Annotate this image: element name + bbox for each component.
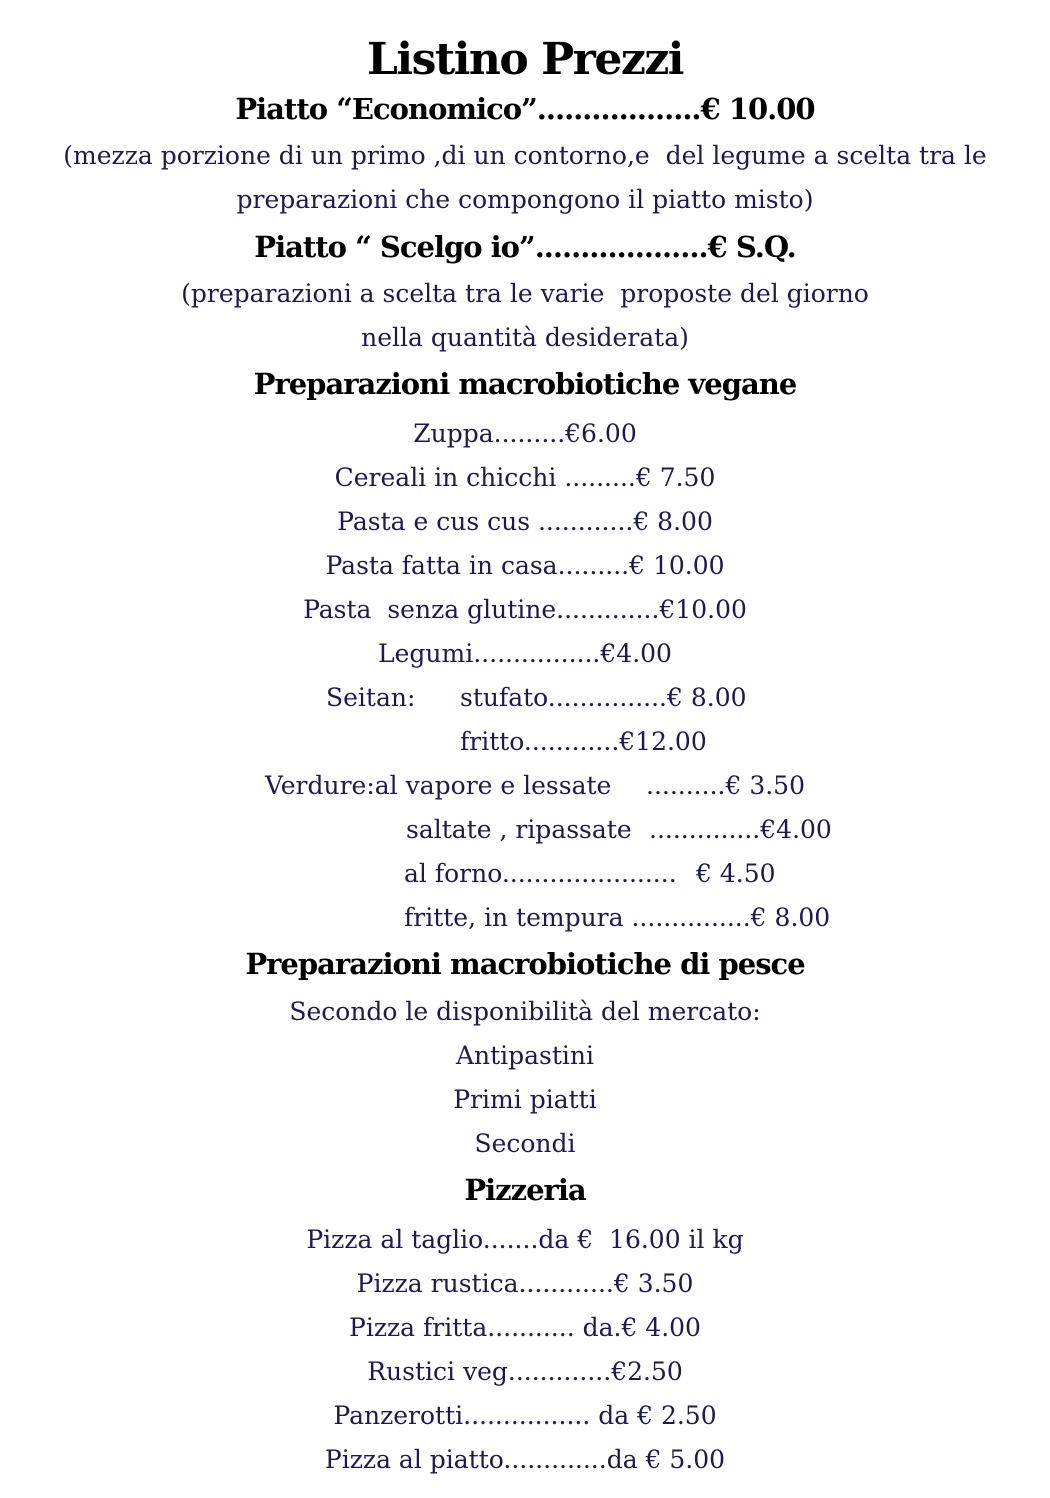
piatto-economico-heading: Piatto “Economico”..................€ 10.00 (235, 92, 815, 126)
piatto-economico-desc-line2: preparazioni che compongono il piatto misto) (236, 185, 814, 214)
seitan-fritto: fritto............€12.00 (460, 727, 707, 756)
vegane-item-pasta-senza-glutine: Pasta senza glutine.............€10.00 (303, 595, 747, 624)
page-title: Listino Prezzi (366, 34, 684, 85)
verdure-vapore-price: ..........€ 3.50 (646, 771, 805, 800)
verdure-forno-price: € 4.50 (696, 859, 776, 888)
pizzeria-item-rustici-veg: Rustici veg.............€2.50 (367, 1357, 683, 1386)
vegane-item-pasta-cuscus: Pasta e cus cus ............€ 8.00 (337, 507, 713, 536)
verdure-fritte: fritte, in tempura ...............€ 8.00 (404, 903, 831, 932)
seitan-label: Seitan: (326, 683, 416, 712)
pesce-intro: Secondo le disponibilità del mercato: (289, 997, 761, 1026)
pesce-item-secondi: Secondi (474, 1129, 576, 1158)
piatto-scelgo-heading: Piatto “ Scelgo io”...................€ S.Q. (254, 230, 796, 264)
pesce-item-antipastini: Antipastini (455, 1041, 595, 1070)
verdure-forno-label: al forno...................... (404, 859, 677, 888)
seitan-stufato: stufato...............€ 8.00 (460, 683, 747, 712)
verdure-saltate-price: ..............€4.00 (649, 815, 832, 844)
piatto-scelgo-desc-line1: (preparazioni a scelta tra le varie proposte del giorno (181, 279, 869, 308)
pizzeria-item-piatto: Pizza al piatto.............da € 5.00 (324, 1445, 726, 1474)
vegane-heading: Preparazioni macrobiotiche vegane (253, 367, 797, 401)
pesce-heading: Preparazioni macrobiotiche di pesce (245, 947, 805, 981)
piatto-economico-desc-line1: (mezza porzione di un primo ,di un contorno,e del legume a scelta tra le (63, 141, 987, 170)
vegane-item-legumi: Legumi................€4.00 (378, 639, 672, 668)
pizzeria-heading: Pizzeria (464, 1173, 586, 1207)
pizzeria-item-fritta: Pizza fritta........... da.€ 4.00 (349, 1313, 701, 1342)
vegane-item-pasta-casa: Pasta fatta in casa.........€ 10.00 (325, 551, 725, 580)
piatto-scelgo-desc-line2: nella quantità desiderata) (361, 323, 689, 352)
verdure-saltate-label: saltate , ripassate (406, 815, 632, 844)
vegane-item-zuppa: Zuppa.........€6.00 (413, 419, 637, 448)
pizzeria-item-rustica: Pizza rustica............€ 3.50 (356, 1269, 694, 1298)
pizzeria-item-panzerotti: Panzerotti................ da € 2.50 (333, 1401, 717, 1430)
vegane-item-cereali: Cereali in chicchi .........€ 7.50 (334, 463, 716, 492)
pizzeria-item-taglio: Pizza al taglio.......da € 16.00 il kg (306, 1225, 744, 1254)
verdure-vapore-label: Verdure:al vapore e lessate (265, 771, 612, 800)
pesce-item-primi: Primi piatti (453, 1085, 597, 1114)
